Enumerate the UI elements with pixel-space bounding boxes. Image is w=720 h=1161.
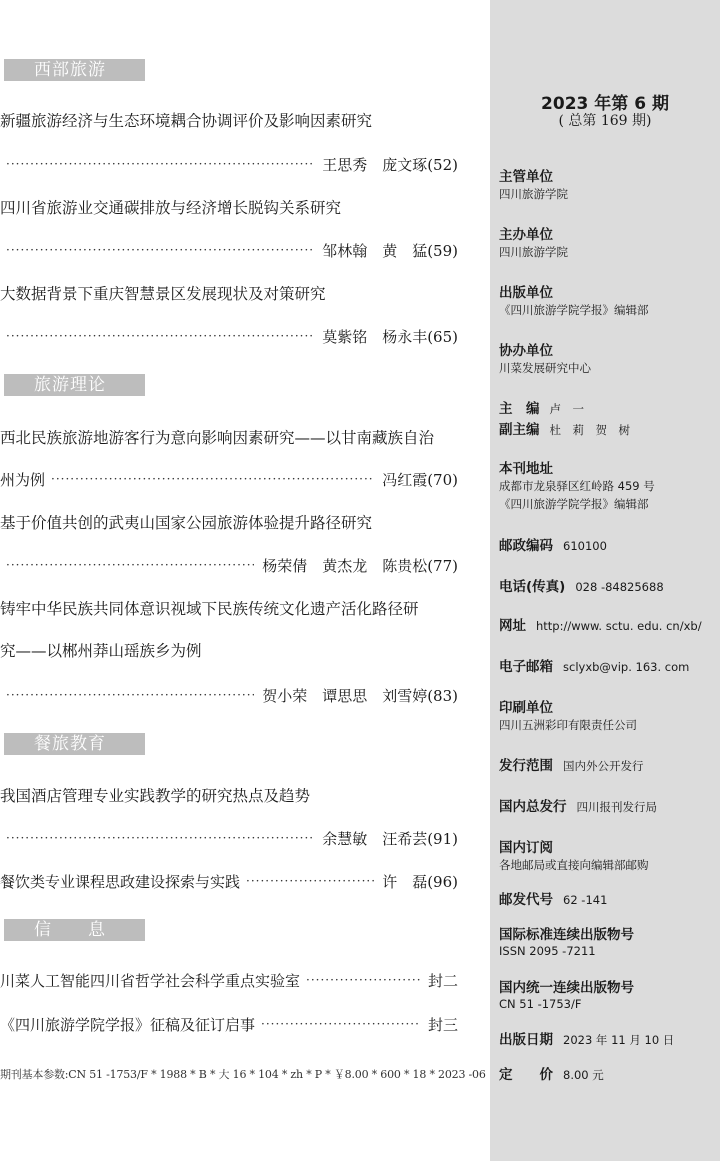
sponsor-label: 主办单位	[499, 227, 553, 243]
article-page: 封三	[427, 1015, 458, 1034]
article-title[interactable]: 西北民族旅游地游客行为意向影响因素研究——以甘南藏族自治	[0, 429, 435, 447]
article-authors: 杨荣倩 黄杰龙 陈贵松(77)	[262, 556, 458, 575]
deputy-editor-value: 杜 莉 贺 树	[549, 423, 630, 437]
leader-dots	[6, 831, 314, 845]
printer-value: 四川五洲彩印有限责任公司	[499, 718, 637, 732]
leader-dots	[261, 1017, 420, 1031]
address-line1: 成都市龙泉驿区红岭路 459 号	[499, 479, 655, 493]
leader-dots	[6, 688, 254, 702]
website-row	[499, 614, 702, 634]
article-title[interactable]: 新疆旅游经济与生态环境耦合协调评价及影响因素研究	[0, 112, 373, 130]
pub-date-label: 出版日期	[499, 1032, 553, 1048]
postcode-label: 邮政编码	[499, 538, 553, 554]
issn-label: 国际标准连续出版物号	[499, 927, 634, 943]
article-entry[interactable]	[0, 1014, 458, 1034]
cn-label: 国内统一连续出版物号	[499, 980, 634, 996]
domestic-dist-value: 四川报刊发行局	[576, 800, 657, 814]
supervisor-label: 主管单位	[499, 169, 553, 185]
issue-subtitle: ( 总第 169 期)	[558, 113, 652, 129]
domestic-dist-label: 国内总发行	[499, 799, 567, 815]
article-authors: 余慧敏 汪希芸(91)	[322, 829, 458, 848]
co-organizer-value: 川菜发展研究中心	[499, 361, 591, 375]
scope-value: 国内外公开发行	[563, 759, 644, 773]
deputy-editor-label: 副主编	[499, 422, 540, 438]
scope-label: 发行范围	[499, 758, 553, 774]
editor-label: 主 编	[499, 401, 540, 417]
issue-title: 2023 年第 6 期	[541, 94, 669, 114]
article-title: 《四川旅游学院学报》征稿及征订启事	[0, 1015, 256, 1034]
leader-dots	[6, 329, 314, 343]
article-authors: 莫紫铭 杨永丰(65)	[322, 327, 458, 346]
editor-value: 卢 一	[549, 402, 584, 416]
article-byline	[0, 154, 458, 174]
scope-row	[499, 754, 644, 774]
article-byline	[0, 240, 458, 260]
pub-date-value: 2023 年 11 月 10 日	[563, 1033, 675, 1047]
article-byline	[0, 685, 458, 705]
phone-row	[499, 575, 664, 595]
supervisor-value: 四川旅游学院	[499, 187, 568, 201]
leader-dots	[51, 472, 374, 486]
issn-value: ISSN 2095 -7211	[499, 944, 596, 958]
postal-code-label: 邮发代号	[499, 892, 553, 908]
editor-row	[499, 397, 584, 417]
sponsor-value: 四川旅游学院	[499, 245, 568, 259]
section-header-theory: 旅游理论	[4, 374, 145, 396]
subscription-label: 国内订阅	[499, 840, 553, 856]
article-byline	[0, 828, 458, 848]
article-title: 川菜人工智能四川省哲学社会科学重点实验室	[0, 971, 301, 990]
phone-label: 电话(传真)	[499, 579, 566, 595]
article-title[interactable]: 我国酒店管理专业实践教学的研究热点及趋势	[0, 787, 311, 805]
printer-label: 印刷单位	[499, 700, 553, 716]
leader-dots	[306, 973, 420, 987]
section-header-info: 信 息	[4, 919, 145, 941]
domestic-dist-row	[499, 795, 657, 815]
co-organizer-label: 协办单位	[499, 343, 553, 359]
postal-code-value: 62 -141	[563, 893, 608, 907]
article-page: 封二	[427, 971, 458, 990]
postcode-value: 610100	[563, 539, 607, 553]
postal-code-row	[499, 888, 607, 908]
price-value: 8.00 元	[563, 1068, 604, 1082]
subscription-value: 各地邮局或直接向编辑部邮购	[499, 858, 649, 872]
article-title[interactable]: 基于价值共创的武夷山国家公园旅游体验提升路径研究	[0, 514, 373, 532]
leader-dots	[246, 874, 374, 888]
article-title: 餐饮类专业课程思政建设探索与实践	[0, 872, 241, 891]
article-authors: 贺小荣 谭思思 刘雪婷(83)	[262, 686, 458, 705]
article-title[interactable]: 四川省旅游业交通碳排放与经济增长脱钩关系研究	[0, 199, 342, 217]
deputy-editor-row	[499, 418, 630, 438]
leader-dots	[6, 558, 254, 572]
price-row	[499, 1063, 604, 1083]
cn-value: CN 51 -1753/F	[499, 997, 582, 1011]
article-byline	[0, 326, 458, 346]
email-label: 电子邮箱	[499, 659, 553, 675]
article-authors: 冯红霞(70)	[382, 470, 458, 489]
article-entry[interactable]	[0, 871, 458, 891]
article-entry[interactable]	[0, 970, 458, 990]
article-authors: 许 磊(96)	[382, 872, 458, 891]
article-byline	[0, 469, 458, 489]
pub-date-row	[499, 1028, 674, 1048]
address-line2: 《四川旅游学院学报》编辑部	[499, 497, 649, 511]
website-link[interactable]: http://www. sctu. edu. cn/xb/	[536, 619, 702, 633]
article-title-continued: 究——以郴州莽山瑶族乡为例	[0, 642, 202, 660]
address-label: 本刊地址	[499, 461, 553, 477]
journal-parameters: 期刊基本参数:CN 51 -1753/F * 1988 * B * 大 16 * 104 * zh * P * ￥8.00 * 600 * 18 * 2023 -06	[0, 1068, 486, 1081]
section-header-west: 西部旅游	[4, 59, 145, 81]
section-header-catering: 餐旅教育	[4, 733, 145, 755]
leader-dots	[6, 157, 314, 171]
article-title[interactable]: 铸牢中华民族共同体意识视域下民族传统文化遗产活化路径研	[0, 600, 419, 618]
article-title-continued: 州为例	[0, 470, 46, 489]
postcode-row	[499, 534, 607, 554]
website-label: 网址	[499, 618, 526, 634]
leader-dots	[6, 243, 314, 257]
price-label: 定 价	[499, 1067, 553, 1083]
article-authors: 邹林翰 黄 猛(59)	[322, 241, 458, 260]
publisher-value: 《四川旅游学院学报》编辑部	[499, 303, 649, 317]
email-link[interactable]: sclyxb@vip. 163. com	[563, 660, 690, 674]
phone-value: 028 -84825688	[575, 580, 664, 594]
article-authors: 王思秀 庞文琢(52)	[322, 155, 458, 174]
article-title[interactable]: 大数据背景下重庆智慧景区发展现状及对策研究	[0, 285, 326, 303]
article-byline	[0, 555, 458, 575]
publisher-label: 出版单位	[499, 285, 553, 301]
email-row	[499, 655, 689, 675]
